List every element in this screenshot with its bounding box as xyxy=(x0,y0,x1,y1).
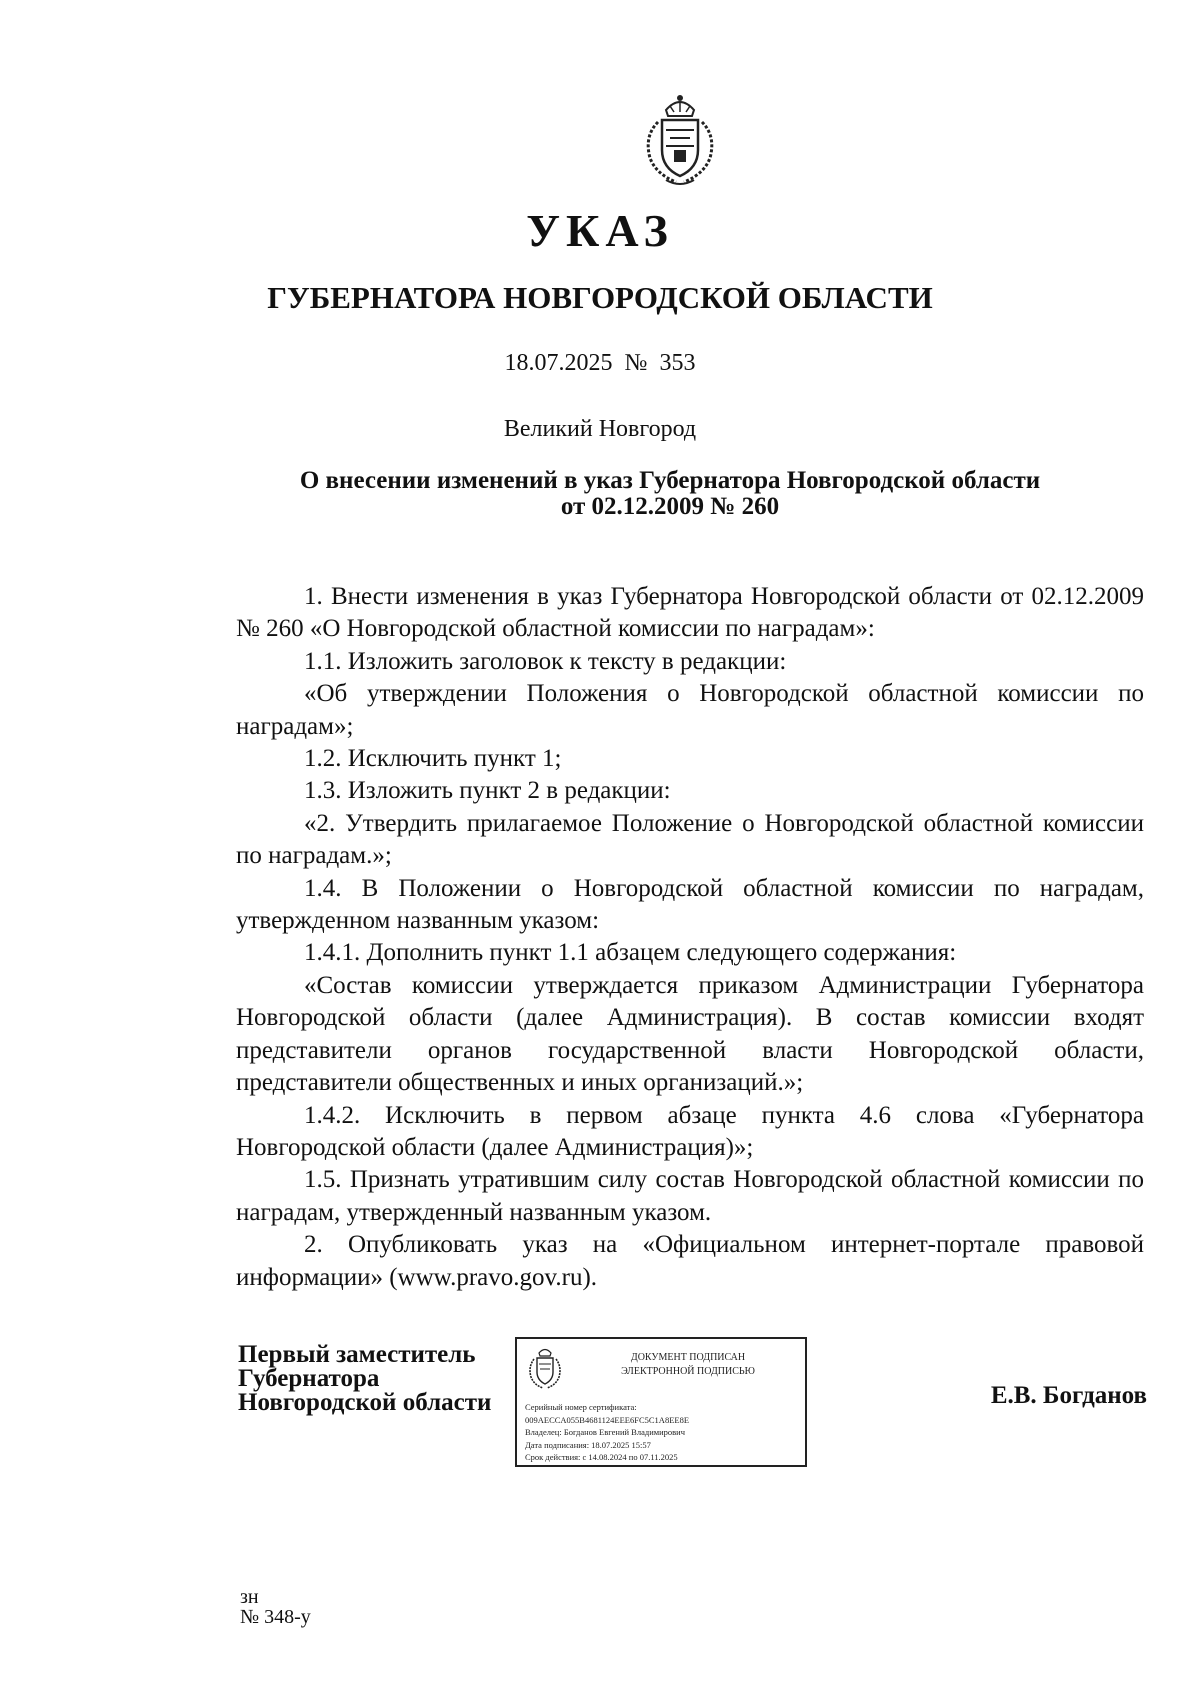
stamp-serial-label: Серийный номер сертификата: xyxy=(525,1402,637,1412)
stamp-heading-line-1: ДОКУМЕНТ ПОДПИСАН xyxy=(630,1352,746,1363)
subject-line-2: от 02.12.2009 № 260 xyxy=(560,493,780,520)
decree-number: 353 xyxy=(659,350,696,376)
decree-body xyxy=(236,581,1144,1294)
signatory-position-line: Первый заместитель xyxy=(238,1341,476,1368)
registration-number: № 348-у xyxy=(240,1606,311,1628)
executor-initials: зн xyxy=(240,1586,259,1608)
body-paragraph: 1.4.1. Дополнить пункт 1.1 абзацем следующего содержания: xyxy=(304,939,957,967)
stamp-serial: 009AECCA055B4681124EEE6FC5C1A8EE8E xyxy=(525,1414,690,1425)
signatory-position xyxy=(238,1343,508,1415)
body-paragraph: 1.4. В Положении о Новгородской областной комиссии по наградам, утвержденном названным указом: xyxy=(236,874,1144,935)
stamp-validity: Срок действия: с 14.08.2024 по 07.11.2025 xyxy=(525,1452,678,1462)
stamp-emblem-icon xyxy=(525,1345,565,1391)
body-paragraph: 1.3. Изложить пункт 2 в редакции: xyxy=(304,777,671,805)
stamp-owner: Владелец: Богданов Евгений Владимирович xyxy=(525,1427,686,1437)
body-paragraph: 2. Опубликовать указ на «Официальном интернет-портале правовой информации» (www.pravo.gov.ru). xyxy=(236,1231,1144,1291)
number-sign: № xyxy=(624,350,648,376)
decree-date: 18.07.2025 xyxy=(504,350,613,376)
body-paragraph: 1.5. Признать утратившим силу состав Новгородской областной комиссии по наградам, утвержденный названным указом. xyxy=(236,1166,1144,1226)
date-number-line xyxy=(0,350,1200,377)
issue-city: Великий Новгород xyxy=(503,416,697,442)
document-type-title: УКАЗ xyxy=(526,205,674,256)
decree-subject xyxy=(240,468,1100,520)
stamp-details xyxy=(525,1401,805,1464)
subject-line-1: О внесении изменений в указ Губернатора Новгородской области xyxy=(299,467,1041,494)
body-paragraph: «Состав комиссии утверждается приказом Администрации Губернатора Новгородской области (далее Администрация). В состав комиссии входят представители органов государственной власти Новгородской области, представители общественных и иных организаций.»; xyxy=(236,971,1144,1097)
body-paragraph: 1.4.2. Исключить в первом абзаце пункта 4.6 слова «Губернатора Новгородской области (далее Администрация)»; xyxy=(236,1101,1144,1161)
stamp-signed-date: Дата подписания: 18.07.2025 15:57 xyxy=(525,1439,651,1450)
stamp-heading xyxy=(577,1351,799,1379)
body-paragraph: «Об утверждении Положения о Новгородской областной комиссии по наградам»; xyxy=(236,680,1144,740)
registration-code xyxy=(240,1587,311,1627)
issuing-authority: ГУБЕРНАТОРА НОВГОРОДСКОЙ ОБЛАСТИ xyxy=(267,280,933,315)
signatory-position-line: Новгородской области xyxy=(238,1389,492,1416)
body-paragraph: 1.2. Исключить пункт 1; xyxy=(304,745,562,773)
stamp-heading-line-2: ЭЛЕКТРОННОЙ ПОДПИСЬЮ xyxy=(621,1366,755,1377)
electronic-signature-stamp xyxy=(515,1337,807,1467)
coat-of-arms-icon xyxy=(636,92,724,188)
body-paragraph: «2. Утвердить прилагаемое Положение о Новгородской областной комиссии по наградам.»; xyxy=(236,809,1144,870)
body-paragraph: 1. Внести изменения в указ Губернатора Новгородской области от 02.12.2009 № 260 «О Новгородской областной комиссии по наградам»: xyxy=(236,583,1144,643)
body-paragraph: 1.1. Изложить заголовок к тексту в редакции: xyxy=(304,647,787,675)
signatory-name: Е.В. Богданов xyxy=(990,1382,1147,1409)
signatory-position-line: Губернатора xyxy=(238,1365,380,1392)
